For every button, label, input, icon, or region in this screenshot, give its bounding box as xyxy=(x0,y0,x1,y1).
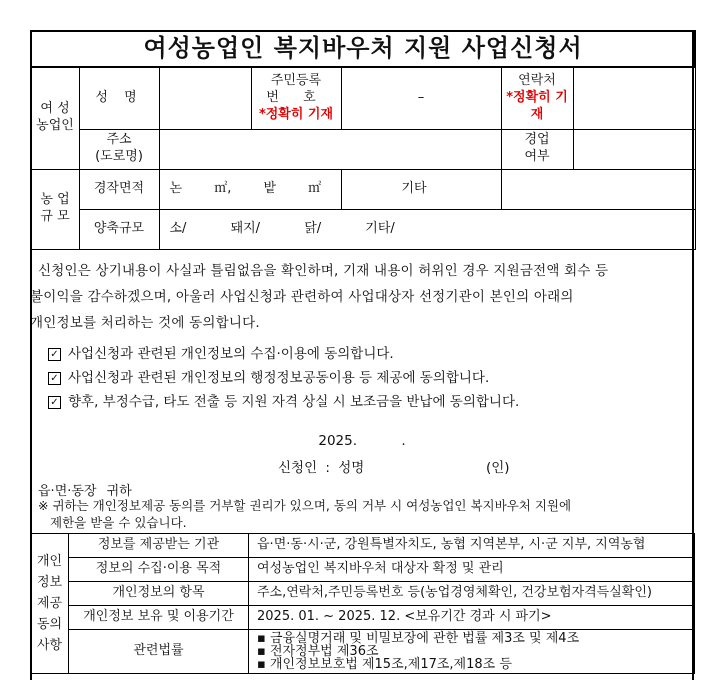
rrn-label xyxy=(251,67,341,129)
career-field[interactable] xyxy=(573,129,695,169)
privacy-row-label: 정보의 수집·이용 목적 xyxy=(69,558,249,582)
privacy-table-wrapper xyxy=(30,533,695,674)
name-label: 성 명 xyxy=(79,67,159,129)
privacy-notice xyxy=(38,497,571,531)
consent-check-item[interactable] xyxy=(48,342,694,366)
rrn-field[interactable]: – xyxy=(341,67,501,129)
recipient-line: 읍·면·동장 귀하 xyxy=(38,484,132,499)
rrn-label-line2: 번 호 xyxy=(266,89,326,105)
consent-check-text: 향후, 부정수급, 타도 전출 등 지원 자격 상실 시 보조금을 반납에 동의합니다. xyxy=(68,394,520,410)
farm-group-label: 농 업 규 모 xyxy=(31,169,79,249)
applicant-name-label: 신청인 : 성명 xyxy=(278,460,365,476)
area-field[interactable]: 논 ㎡, 밭 ㎡ xyxy=(159,169,341,209)
address-label xyxy=(79,129,159,169)
contact-note: *정확히 기재 xyxy=(506,89,568,122)
consent-paragraph-2: 불이익을 감수하겠으며, 아울러 사업신청과 관련하여 사업대상자 선정기관이 본인의 아래의 xyxy=(30,289,574,305)
law-item: ▪ 금융실명거래 및 비밀보장에 관한 법률 제3조 및 제4조 xyxy=(257,631,580,646)
livestock-label: 양축규모 xyxy=(79,209,159,249)
privacy-table xyxy=(30,533,695,674)
privacy-group-label: 개인 정보 제공 동의 사항 xyxy=(31,534,69,674)
career-label-line2: 여부 xyxy=(524,149,550,164)
privacy-row-value: 주소,연락처,주민등록번호 등(농업경영체확인, 건강보험자격득실확인) xyxy=(249,582,695,606)
consent-check-text: 사업신청과 관련된 개인정보의 행정정보공동이용 등 제공에 동의합니다. xyxy=(68,370,490,386)
contact-label-text: 연락처 xyxy=(518,72,556,88)
consent-check-text: 사업신청과 관련된 개인정보의 수집·이용에 동의합니다. xyxy=(68,346,394,362)
consent-check-item[interactable] xyxy=(48,366,694,390)
contact-label xyxy=(501,67,573,129)
privacy-notice-line-1: ※ 귀하는 개인정보제공 동의를 거부할 권리가 있으며, 동의 거부 시 여성농업인 복지바우처 지원에 xyxy=(38,498,572,513)
consent-paragraph-1: 신청인은 상기내용이 사실과 틀림없음을 확인하며, 기재 내용이 허위인 경우 지원금전액 회수 등 xyxy=(38,263,609,279)
address-field[interactable] xyxy=(159,129,501,169)
form-title: 여성농업인 복지바우처 지원 사업신청서 xyxy=(31,31,695,67)
career-label xyxy=(501,129,573,169)
privacy-row-value: 읍·면·동·시·군, 강원특별자치도, 농협 지역본부, 시·군 지부, 지역농협 xyxy=(249,534,695,558)
rrn-label-line1: 주민등록 xyxy=(270,72,322,88)
livestock-field[interactable]: 소/ 돼지/ 닭/ 기타/ xyxy=(159,209,695,249)
privacy-row-value: 여성농업인 복지바우처 대상자 확정 및 관리 xyxy=(249,558,695,582)
applicant-table xyxy=(30,30,696,250)
law-label: 관련법률 xyxy=(69,630,249,674)
consent-section xyxy=(30,258,694,414)
checkbox-icon[interactable]: ✓ xyxy=(48,396,61,409)
checkbox-icon[interactable]: ✓ xyxy=(48,372,61,385)
law-item: ▪ 전자정부법 제36조 xyxy=(257,644,379,659)
name-field[interactable] xyxy=(159,67,251,129)
privacy-row-label: 개인정보 보유 및 이용기간 xyxy=(69,606,249,630)
checkbox-icon[interactable]: ✓ xyxy=(48,348,61,361)
area-label: 경작면적 xyxy=(79,169,159,209)
privacy-row-label: 개인정보의 항목 xyxy=(69,582,249,606)
privacy-row-value: 2025. 01. ~ 2025. 12. <보유기간 경과 시 파기> xyxy=(249,606,695,630)
application-date: 2025. . xyxy=(318,433,406,449)
application-form xyxy=(30,30,694,250)
area-other-field[interactable] xyxy=(501,169,695,209)
applicant-group-label: 여 성 농업인 xyxy=(31,67,79,169)
area-other-label: 기타 xyxy=(341,169,501,209)
consent-checklist xyxy=(30,342,694,414)
career-label-line1: 경업 xyxy=(524,132,550,148)
address-label-line1: 주소 xyxy=(106,132,132,148)
law-list xyxy=(249,630,695,674)
address-label-line2: (도로명) xyxy=(95,149,143,164)
law-item: ▪ 개인정보보호법 제15조,제17조,제18조 등 xyxy=(257,657,512,672)
consent-paragraph-3: 개인정보를 처리하는 것에 동의합니다. xyxy=(30,315,260,331)
consent-check-item[interactable] xyxy=(48,390,694,414)
contact-field[interactable] xyxy=(573,67,695,129)
privacy-notice-line-2: 제한을 받을 수 있습니다. xyxy=(50,515,187,530)
rrn-note: *정확히 기재 xyxy=(258,106,334,122)
seal-mark[interactable]: (인) xyxy=(486,460,510,476)
privacy-row-label: 정보를 제공받는 기관 xyxy=(69,534,249,558)
